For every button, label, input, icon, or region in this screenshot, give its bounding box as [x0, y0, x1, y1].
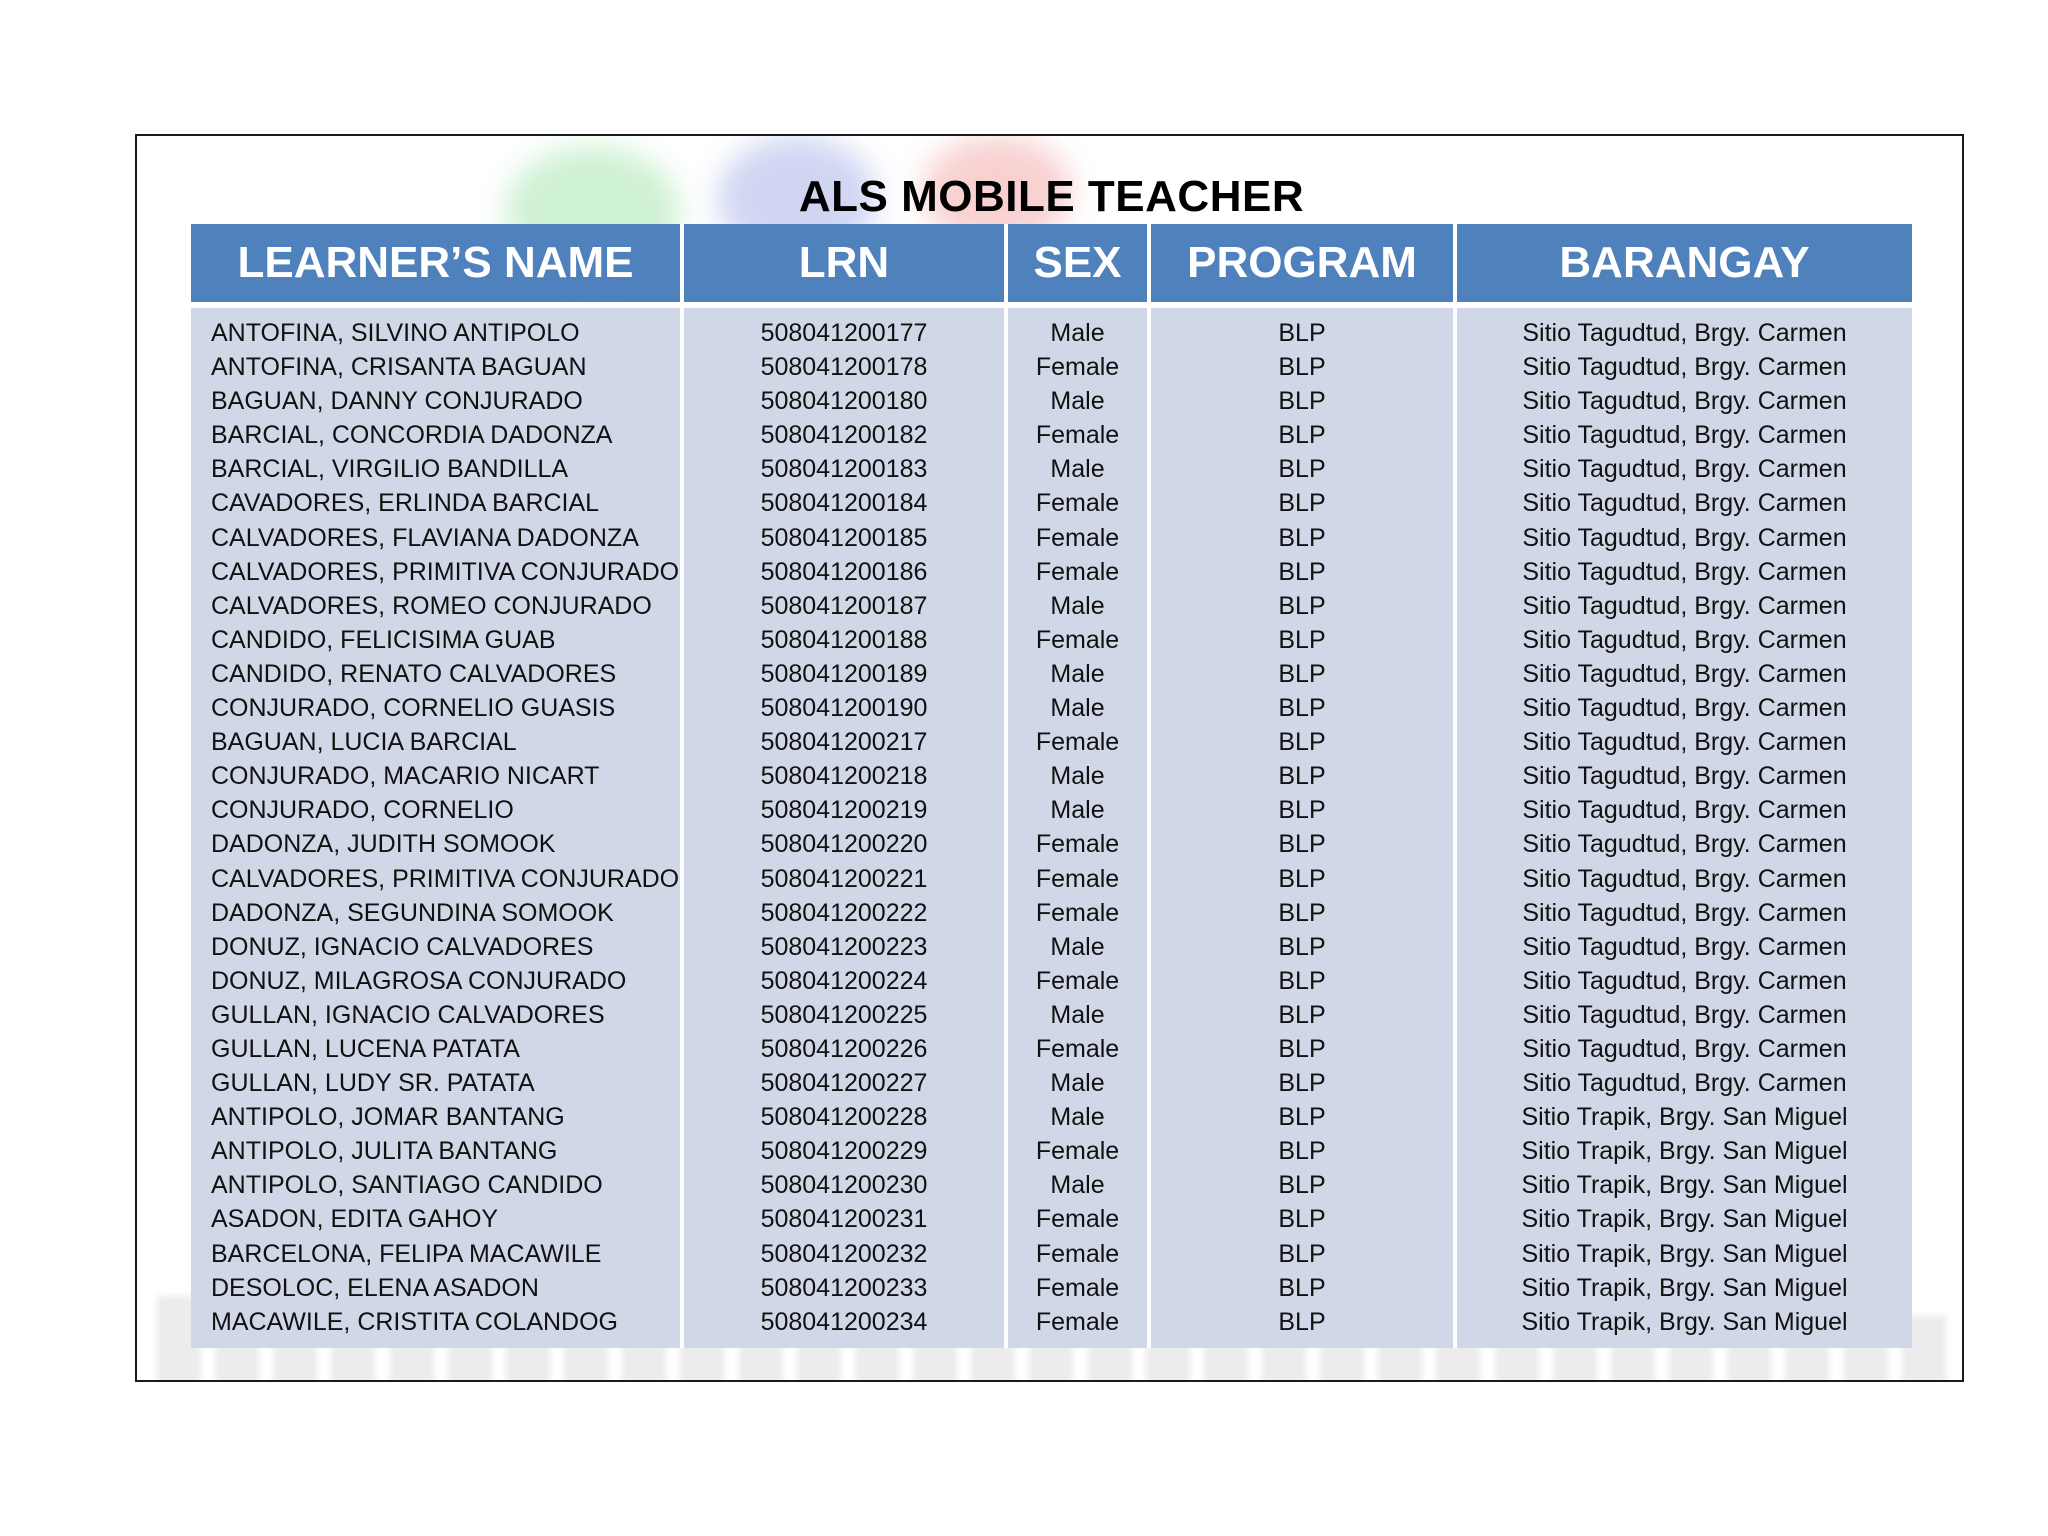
table-cell-lrn: 508041200183: [760, 455, 928, 484]
table-cell-program: BLP: [1278, 1239, 1326, 1268]
table-cell-barangay: Sitio Tagudtud, Brgy. Carmen: [1522, 557, 1847, 586]
header-learner-name: LEARNER’S NAME: [191, 224, 684, 302]
table-cell-name: GULLAN, LUCENA PATATA: [211, 1034, 520, 1063]
table-cell-name: ANTIPOLO, JOMAR BANTANG: [211, 1103, 565, 1132]
table-cell-barangay: Sitio Tagudtud, Brgy. Carmen: [1522, 1034, 1847, 1063]
table-cell-barangay: Sitio Tagudtud, Brgy. Carmen: [1522, 523, 1847, 552]
table-cell-sex: Male: [1050, 1069, 1105, 1098]
table-cell-barangay: Sitio Tagudtud, Brgy. Carmen: [1522, 966, 1847, 995]
table-cell-sex: Female: [1035, 1273, 1120, 1302]
table-cell-name: GULLAN, IGNACIO CALVADORES: [211, 1000, 605, 1029]
table-cell-program: BLP: [1278, 1137, 1326, 1166]
table-cell-program: BLP: [1278, 455, 1326, 484]
table-cell-lrn: 508041200226: [760, 1034, 928, 1063]
table-cell-barangay: Sitio Trapik, Brgy. San Miguel: [1521, 1307, 1848, 1336]
table-cell-lrn: 508041200177: [760, 319, 928, 347]
table-cell-sex: Male: [1050, 932, 1105, 961]
table-cell-sex: Male: [1050, 762, 1105, 791]
table-cell-name: DADONZA, SEGUNDINA SOMOOK: [211, 898, 614, 927]
table-cell-lrn: 508041200224: [760, 966, 928, 995]
table-cell-name: BARCIAL, CONCORDIA DADONZA: [211, 421, 613, 450]
table-cell-name: ANTOFINA, SILVINO ANTIPOLO: [211, 319, 580, 347]
table-cell-program: BLP: [1278, 625, 1326, 654]
table-cell-lrn: 508041200227: [760, 1069, 928, 1098]
table-cell-sex: Male: [1050, 796, 1105, 825]
table-cell-lrn: 508041200185: [760, 523, 928, 552]
table-cell-program: BLP: [1278, 1103, 1326, 1132]
table-cell-program: BLP: [1278, 557, 1326, 586]
table-cell-program: BLP: [1278, 1171, 1326, 1200]
table-cell-lrn: 508041200188: [760, 625, 928, 654]
page-title: ALS MOBILE TEACHER: [798, 172, 1305, 221]
table-cell-barangay: Sitio Tagudtud, Brgy. Carmen: [1522, 1069, 1847, 1098]
table-cell-program: BLP: [1278, 1205, 1326, 1234]
table-cell-barangay: Sitio Tagudtud, Brgy. Carmen: [1522, 932, 1847, 961]
table-cell-barangay: Sitio Trapik, Brgy. San Miguel: [1521, 1171, 1848, 1200]
table-cell-barangay: Sitio Tagudtud, Brgy. Carmen: [1522, 694, 1847, 723]
table-cell-lrn: 508041200231: [760, 1205, 928, 1234]
table-cell-program: BLP: [1278, 1273, 1326, 1302]
header-lrn: LRN: [684, 224, 1008, 302]
table-cell-barangay: Sitio Tagudtud, Brgy. Carmen: [1522, 796, 1847, 825]
column-lrn: [684, 308, 1008, 1348]
table-cell-lrn: 508041200228: [760, 1103, 928, 1132]
table-cell-barangay: Sitio Tagudtud, Brgy. Carmen: [1522, 1000, 1847, 1029]
table-cell-program: BLP: [1278, 659, 1326, 688]
table-cell-name: CAVADORES, ERLINDA BARCIAL: [211, 489, 600, 518]
table-cell-sex: Female: [1035, 864, 1120, 893]
table-cell-barangay: Sitio Tagudtud, Brgy. Carmen: [1522, 830, 1847, 859]
table-cell-name: ANTOFINA, CRISANTA BAGUAN: [211, 353, 587, 382]
table-cell-sex: Female: [1035, 421, 1120, 450]
table-cell-program: BLP: [1278, 591, 1326, 620]
table-cell-sex: Female: [1035, 898, 1120, 927]
table-cell-sex: Male: [1050, 694, 1105, 723]
table-cell-program: BLP: [1278, 319, 1326, 347]
table-cell-name: BAGUAN, DANNY CONJURADO: [211, 387, 583, 416]
table-cell-barangay: Sitio Tagudtud, Brgy. Carmen: [1522, 591, 1847, 620]
table-cell-lrn: 508041200190: [760, 694, 928, 723]
table-cell-program: BLP: [1278, 762, 1326, 791]
table-cell-name: CANDIDO, RENATO CALVADORES: [211, 659, 617, 688]
column-sex: [1008, 308, 1151, 1348]
table-cell-name: CONJURADO, CORNELIO: [211, 796, 514, 825]
table-cell-name: BARCELONA, FELIPA MACAWILE: [211, 1239, 602, 1268]
table-cell-sex: Female: [1035, 1205, 1120, 1234]
table-cell-barangay: Sitio Tagudtud, Brgy. Carmen: [1522, 455, 1847, 484]
table-cell-lrn: 508041200218: [760, 762, 928, 791]
table-cell-barangay: Sitio Tagudtud, Brgy. Carmen: [1522, 387, 1847, 416]
header-barangay: BARANGAY: [1457, 224, 1912, 302]
table-cell-barangay: Sitio Trapik, Brgy. San Miguel: [1521, 1239, 1848, 1268]
table-cell-name: CONJURADO, MACARIO NICART: [211, 762, 600, 791]
table-cell-program: BLP: [1278, 898, 1326, 927]
table-cell-lrn: 508041200184: [760, 489, 928, 518]
table-cell-barangay: Sitio Tagudtud, Brgy. Carmen: [1522, 421, 1847, 450]
table-cell-program: BLP: [1278, 932, 1326, 961]
table-cell-program: BLP: [1278, 728, 1326, 757]
table-cell-lrn: 508041200233: [760, 1273, 928, 1302]
table-cell-lrn: 508041200230: [760, 1171, 928, 1200]
table-cell-sex: Male: [1050, 1103, 1105, 1132]
table-header: [191, 224, 1912, 302]
table-cell-lrn: 508041200180: [760, 387, 928, 416]
table-cell-sex: Male: [1050, 591, 1105, 620]
table-cell-sex: Female: [1035, 489, 1120, 518]
table-cell-lrn: 508041200178: [760, 353, 928, 382]
table-cell-barangay: Sitio Tagudtud, Brgy. Carmen: [1522, 353, 1847, 382]
table-cell-barangay: Sitio Tagudtud, Brgy. Carmen: [1522, 489, 1847, 518]
table-cell-program: BLP: [1278, 387, 1326, 416]
table-cell-barangay: Sitio Trapik, Brgy. San Miguel: [1521, 1205, 1848, 1234]
table-cell-name: BARCIAL, VIRGILIO BANDILLA: [211, 455, 569, 484]
table-cell-lrn: 508041200234: [760, 1307, 928, 1336]
slide-frame: [135, 134, 1964, 1382]
table-cell-name: CALVADORES, ROMEO CONJURADO: [211, 591, 652, 620]
table-cell-sex: Male: [1050, 659, 1105, 688]
table-cell-name: ASADON, EDITA GAHOY: [211, 1205, 499, 1234]
table-cell-name: CALVADORES, PRIMITIVA CONJURADO: [211, 557, 680, 586]
header-sex: SEX: [1008, 224, 1151, 302]
table-cell-program: BLP: [1278, 796, 1326, 825]
table-cell-sex: Female: [1035, 1137, 1120, 1166]
table-cell-name: ANTIPOLO, SANTIAGO CANDIDO: [211, 1171, 603, 1200]
table-cell-barangay: Sitio Trapik, Brgy. San Miguel: [1521, 1137, 1848, 1166]
table-cell-barangay: Sitio Tagudtud, Brgy. Carmen: [1522, 864, 1847, 893]
table-cell-barangay: Sitio Trapik, Brgy. San Miguel: [1521, 1273, 1848, 1302]
table-cell-name: ANTIPOLO, JULITA BANTANG: [211, 1137, 558, 1166]
table-cell-sex: Female: [1035, 523, 1120, 552]
table-cell-program: BLP: [1278, 830, 1326, 859]
table-cell-name: DONUZ, MILAGROSA CONJURADO: [211, 966, 627, 995]
table-cell-lrn: 508041200221: [760, 864, 928, 893]
table-cell-sex: Female: [1035, 830, 1120, 859]
table-cell-lrn: 508041200223: [760, 932, 928, 961]
table-cell-sex: Male: [1050, 455, 1105, 484]
table-cell-barangay: Sitio Trapik, Brgy. San Miguel: [1521, 1103, 1848, 1132]
table-cell-program: BLP: [1278, 353, 1326, 382]
column-barangay: [1457, 308, 1912, 1348]
table-cell-name: DONUZ, IGNACIO CALVADORES: [211, 932, 594, 961]
table-cell-barangay: Sitio Tagudtud, Brgy. Carmen: [1522, 898, 1847, 927]
table-cell-program: BLP: [1278, 1000, 1326, 1029]
table-cell-barangay: Sitio Tagudtud, Brgy. Carmen: [1522, 659, 1847, 688]
table-cell-lrn: 508041200186: [760, 557, 928, 586]
table-cell-program: BLP: [1278, 421, 1326, 450]
table-cell-lrn: 508041200187: [760, 591, 928, 620]
table-cell-name: GULLAN, LUDY SR. PATATA: [211, 1069, 535, 1098]
table-cell-lrn: 508041200225: [760, 1000, 928, 1029]
table-cell-sex: Female: [1035, 728, 1120, 757]
table-cell-sex: Female: [1035, 557, 1120, 586]
table-cell-barangay: Sitio Tagudtud, Brgy. Carmen: [1522, 762, 1847, 791]
table-cell-barangay: Sitio Tagudtud, Brgy. Carmen: [1522, 625, 1847, 654]
table-body: [191, 308, 1912, 1348]
table-cell-sex: Male: [1050, 387, 1105, 416]
table-cell-lrn: 508041200232: [760, 1239, 928, 1268]
table-cell-name: BAGUAN, LUCIA BARCIAL: [211, 728, 517, 757]
table-cell-program: BLP: [1278, 1069, 1326, 1098]
table-cell-barangay: Sitio Tagudtud, Brgy. Carmen: [1522, 728, 1847, 757]
table-cell-lrn: 508041200222: [760, 898, 928, 927]
table-cell-sex: Male: [1050, 1000, 1105, 1029]
table-cell-program: BLP: [1278, 523, 1326, 552]
table-cell-sex: Male: [1050, 319, 1105, 347]
table-cell-lrn: 508041200189: [760, 659, 928, 688]
table-cell-name: CALVADORES, FLAVIANA DADONZA: [211, 523, 639, 552]
table-cell-name: CANDIDO, FELICISIMA GUAB: [211, 625, 556, 654]
table-cell-lrn: 508041200219: [760, 796, 928, 825]
table-cell-lrn: 508041200217: [760, 728, 928, 757]
table-cell-program: BLP: [1278, 1307, 1326, 1336]
table-cell-lrn: 508041200220: [760, 830, 928, 859]
column-program: [1151, 308, 1457, 1348]
table-cell-name: DESOLOC, ELENA ASADON: [211, 1273, 539, 1302]
table-cell-name: DADONZA, JUDITH SOMOOK: [211, 830, 556, 859]
header-program: PROGRAM: [1151, 224, 1457, 302]
table-cell-sex: Female: [1035, 1307, 1120, 1336]
table-cell-sex: Male: [1050, 1171, 1105, 1200]
table-cell-program: BLP: [1278, 864, 1326, 893]
table-cell-name: MACAWILE, CRISTITA COLANDOG: [211, 1307, 618, 1336]
table-cell-sex: Female: [1035, 625, 1120, 654]
table-cell-program: BLP: [1278, 694, 1326, 723]
table-cell-sex: Female: [1035, 966, 1120, 995]
table-cell-lrn: 508041200182: [760, 421, 928, 450]
table-cell-sex: Female: [1035, 353, 1120, 382]
table-cell-lrn: 508041200229: [760, 1137, 928, 1166]
column-learner-name: [191, 308, 684, 1348]
table-cell-program: BLP: [1278, 489, 1326, 518]
table-cell-program: BLP: [1278, 966, 1326, 995]
table-cell-name: CONJURADO, CORNELIO GUASIS: [211, 694, 616, 723]
table-cell-barangay: Sitio Tagudtud, Brgy. Carmen: [1522, 319, 1847, 347]
table-cell-sex: Female: [1035, 1034, 1120, 1063]
table-cell-program: BLP: [1278, 1034, 1326, 1063]
table-cell-name: CALVADORES, PRIMITIVA CONJURADO: [211, 864, 680, 893]
table-cell-sex: Female: [1035, 1239, 1120, 1268]
